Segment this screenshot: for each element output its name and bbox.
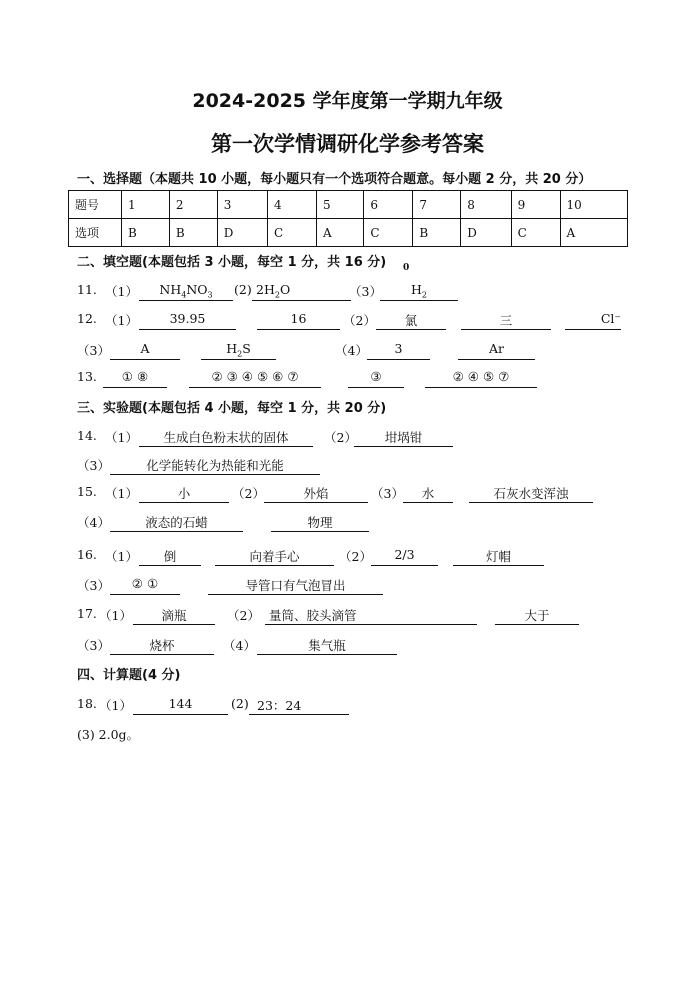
answer-blank: ② ③ ④ ⑤ ⑥ ⑦ [189, 369, 321, 388]
part-label: （4） [335, 343, 368, 358]
part-label: （1） [105, 486, 138, 501]
answer-blank: Cl⁻ [565, 311, 621, 330]
answer-blank: 液态的石蜡 [110, 513, 243, 532]
question-number: 11. [77, 282, 97, 297]
answer-blank: 倒 [139, 547, 201, 566]
table-cell: 3 [217, 191, 267, 219]
table-cell: B [169, 219, 217, 247]
table-cell: 4 [268, 191, 317, 219]
answer-blank: 2/3 [371, 547, 438, 566]
section-2-heading: 二、填空题(本题包括 3 小题，每空 1 分，共 16 分) [77, 255, 387, 270]
answer-blank: $H_2S$ [201, 341, 276, 360]
table-cell: 9 [511, 191, 560, 219]
answer-blank: 量筒、胶头滴管 [265, 606, 477, 625]
table-cell: 1 [122, 191, 170, 219]
answer-blank: 物理 [271, 513, 369, 532]
title-line-2: 第一次学情调研化学参考答案 [211, 132, 484, 156]
question-number: 15. [77, 484, 97, 499]
question-number: 17. [77, 606, 97, 621]
table-cell: 8 [461, 191, 511, 219]
table-row-numbers [69, 191, 628, 219]
question-number: 13. [77, 369, 97, 384]
part-label: （4） [223, 638, 256, 653]
part-label: （1） [105, 313, 138, 328]
part-label: （1） [105, 430, 138, 445]
choice-answer-table [68, 190, 628, 247]
table-cell: 2 [169, 191, 217, 219]
part-label: （3） [77, 638, 110, 653]
valence-mark: 0 [403, 263, 410, 273]
part-label: （3） [77, 578, 110, 593]
part-label: （2） [324, 430, 357, 445]
answer-blank: 灯帽 [453, 547, 544, 566]
answer-blank: 16 [257, 311, 340, 330]
answer-blank: 水 [403, 484, 453, 503]
part-label: （1） [99, 608, 132, 623]
table-cell: D [461, 219, 511, 247]
part-label: （2） [343, 313, 376, 328]
section-1-heading: 一、选择题（本题共 10 小题，每小题只有一个选项符合题意。每小题 2 分，共 20 分） [77, 172, 592, 187]
answer-blank: 生成白色粉末状的固体 [139, 428, 313, 447]
table-cell: 6 [364, 191, 413, 219]
part-label: （3） [349, 284, 382, 299]
answer-blank: 向着手心 [215, 547, 334, 566]
part-label: （2） [227, 608, 260, 623]
table-cell: C [511, 219, 560, 247]
part-label: (2) [231, 696, 249, 711]
answer-blank: 144 [133, 696, 228, 715]
answer-blank: 滴瓶 [133, 606, 215, 625]
answer-text: (3) 2.0g。 [77, 727, 140, 742]
question-number: 12. [77, 311, 97, 326]
section-3-heading: 三、实验题(本题包括 4 小题，每空 1 分，共 20 分) [77, 401, 387, 416]
answer-blank: 3 [367, 341, 430, 360]
table-row-answers [69, 219, 628, 247]
answer-blank: 三 [461, 311, 551, 330]
answer-blank: A [110, 341, 180, 360]
answer-blank: 23：24 [249, 696, 349, 715]
part-label: （3） [77, 458, 110, 473]
part-label: （4） [77, 515, 110, 530]
table-header-answer: 选项 [69, 219, 122, 247]
answer-blank: $H_2$ [380, 282, 458, 301]
answer-blank: $2H_2O$ [252, 282, 351, 301]
answer-blank: 小 [139, 484, 229, 503]
section-4-heading: 四、计算题(4 分) [77, 668, 181, 683]
part-label: （3） [77, 343, 110, 358]
answer-blank: 氯 [376, 311, 446, 330]
table-cell: B [122, 219, 170, 247]
answer-blank: ③ [348, 369, 404, 388]
table-cell: C [364, 219, 413, 247]
table-cell: C [268, 219, 317, 247]
part-label: （3） [371, 486, 404, 501]
part-label: （1） [105, 549, 138, 564]
answer-blank: 大于 [495, 606, 579, 625]
part-label: （2） [339, 549, 372, 564]
answer-blank: 化学能转化为热能和光能 [110, 456, 320, 475]
title-line-1: 2024-2025 学年度第一学期九年级 [192, 90, 503, 112]
table-cell: A [317, 219, 364, 247]
answer-blank: ① ⑧ [103, 369, 167, 388]
table-cell: B [413, 219, 461, 247]
answer-blank: 外焰 [264, 484, 368, 503]
answer-blank: ② ① [110, 576, 180, 595]
answer-blank: 烧杯 [110, 636, 214, 655]
table-cell: 5 [317, 191, 364, 219]
answer-blank: 39.95 [139, 311, 236, 330]
table-cell: 7 [413, 191, 461, 219]
answer-blank: 集气瓶 [257, 636, 397, 655]
table-cell: A [560, 219, 627, 247]
part-label: （1） [99, 698, 132, 713]
part-label: （2） [232, 486, 265, 501]
table-cell: 10 [560, 191, 627, 219]
table-cell: D [217, 219, 267, 247]
question-number: 16. [77, 547, 97, 562]
answer-blank: $NH_4NO_3$ [139, 282, 233, 301]
question-number: 18. [77, 696, 97, 711]
answer-blank: Ar [458, 341, 535, 360]
answer-blank: ② ④ ⑤ ⑦ [425, 369, 537, 388]
part-label: (2) [234, 282, 252, 297]
answer-blank: 导管口有气泡冒出 [208, 576, 383, 595]
part-label: （1） [105, 284, 138, 299]
question-number: 14. [77, 428, 97, 443]
answer-blank: 石灰水变浑浊 [469, 484, 593, 503]
table-header-number: 题号 [69, 191, 122, 219]
answer-blank: 坩埚钳 [354, 428, 453, 447]
